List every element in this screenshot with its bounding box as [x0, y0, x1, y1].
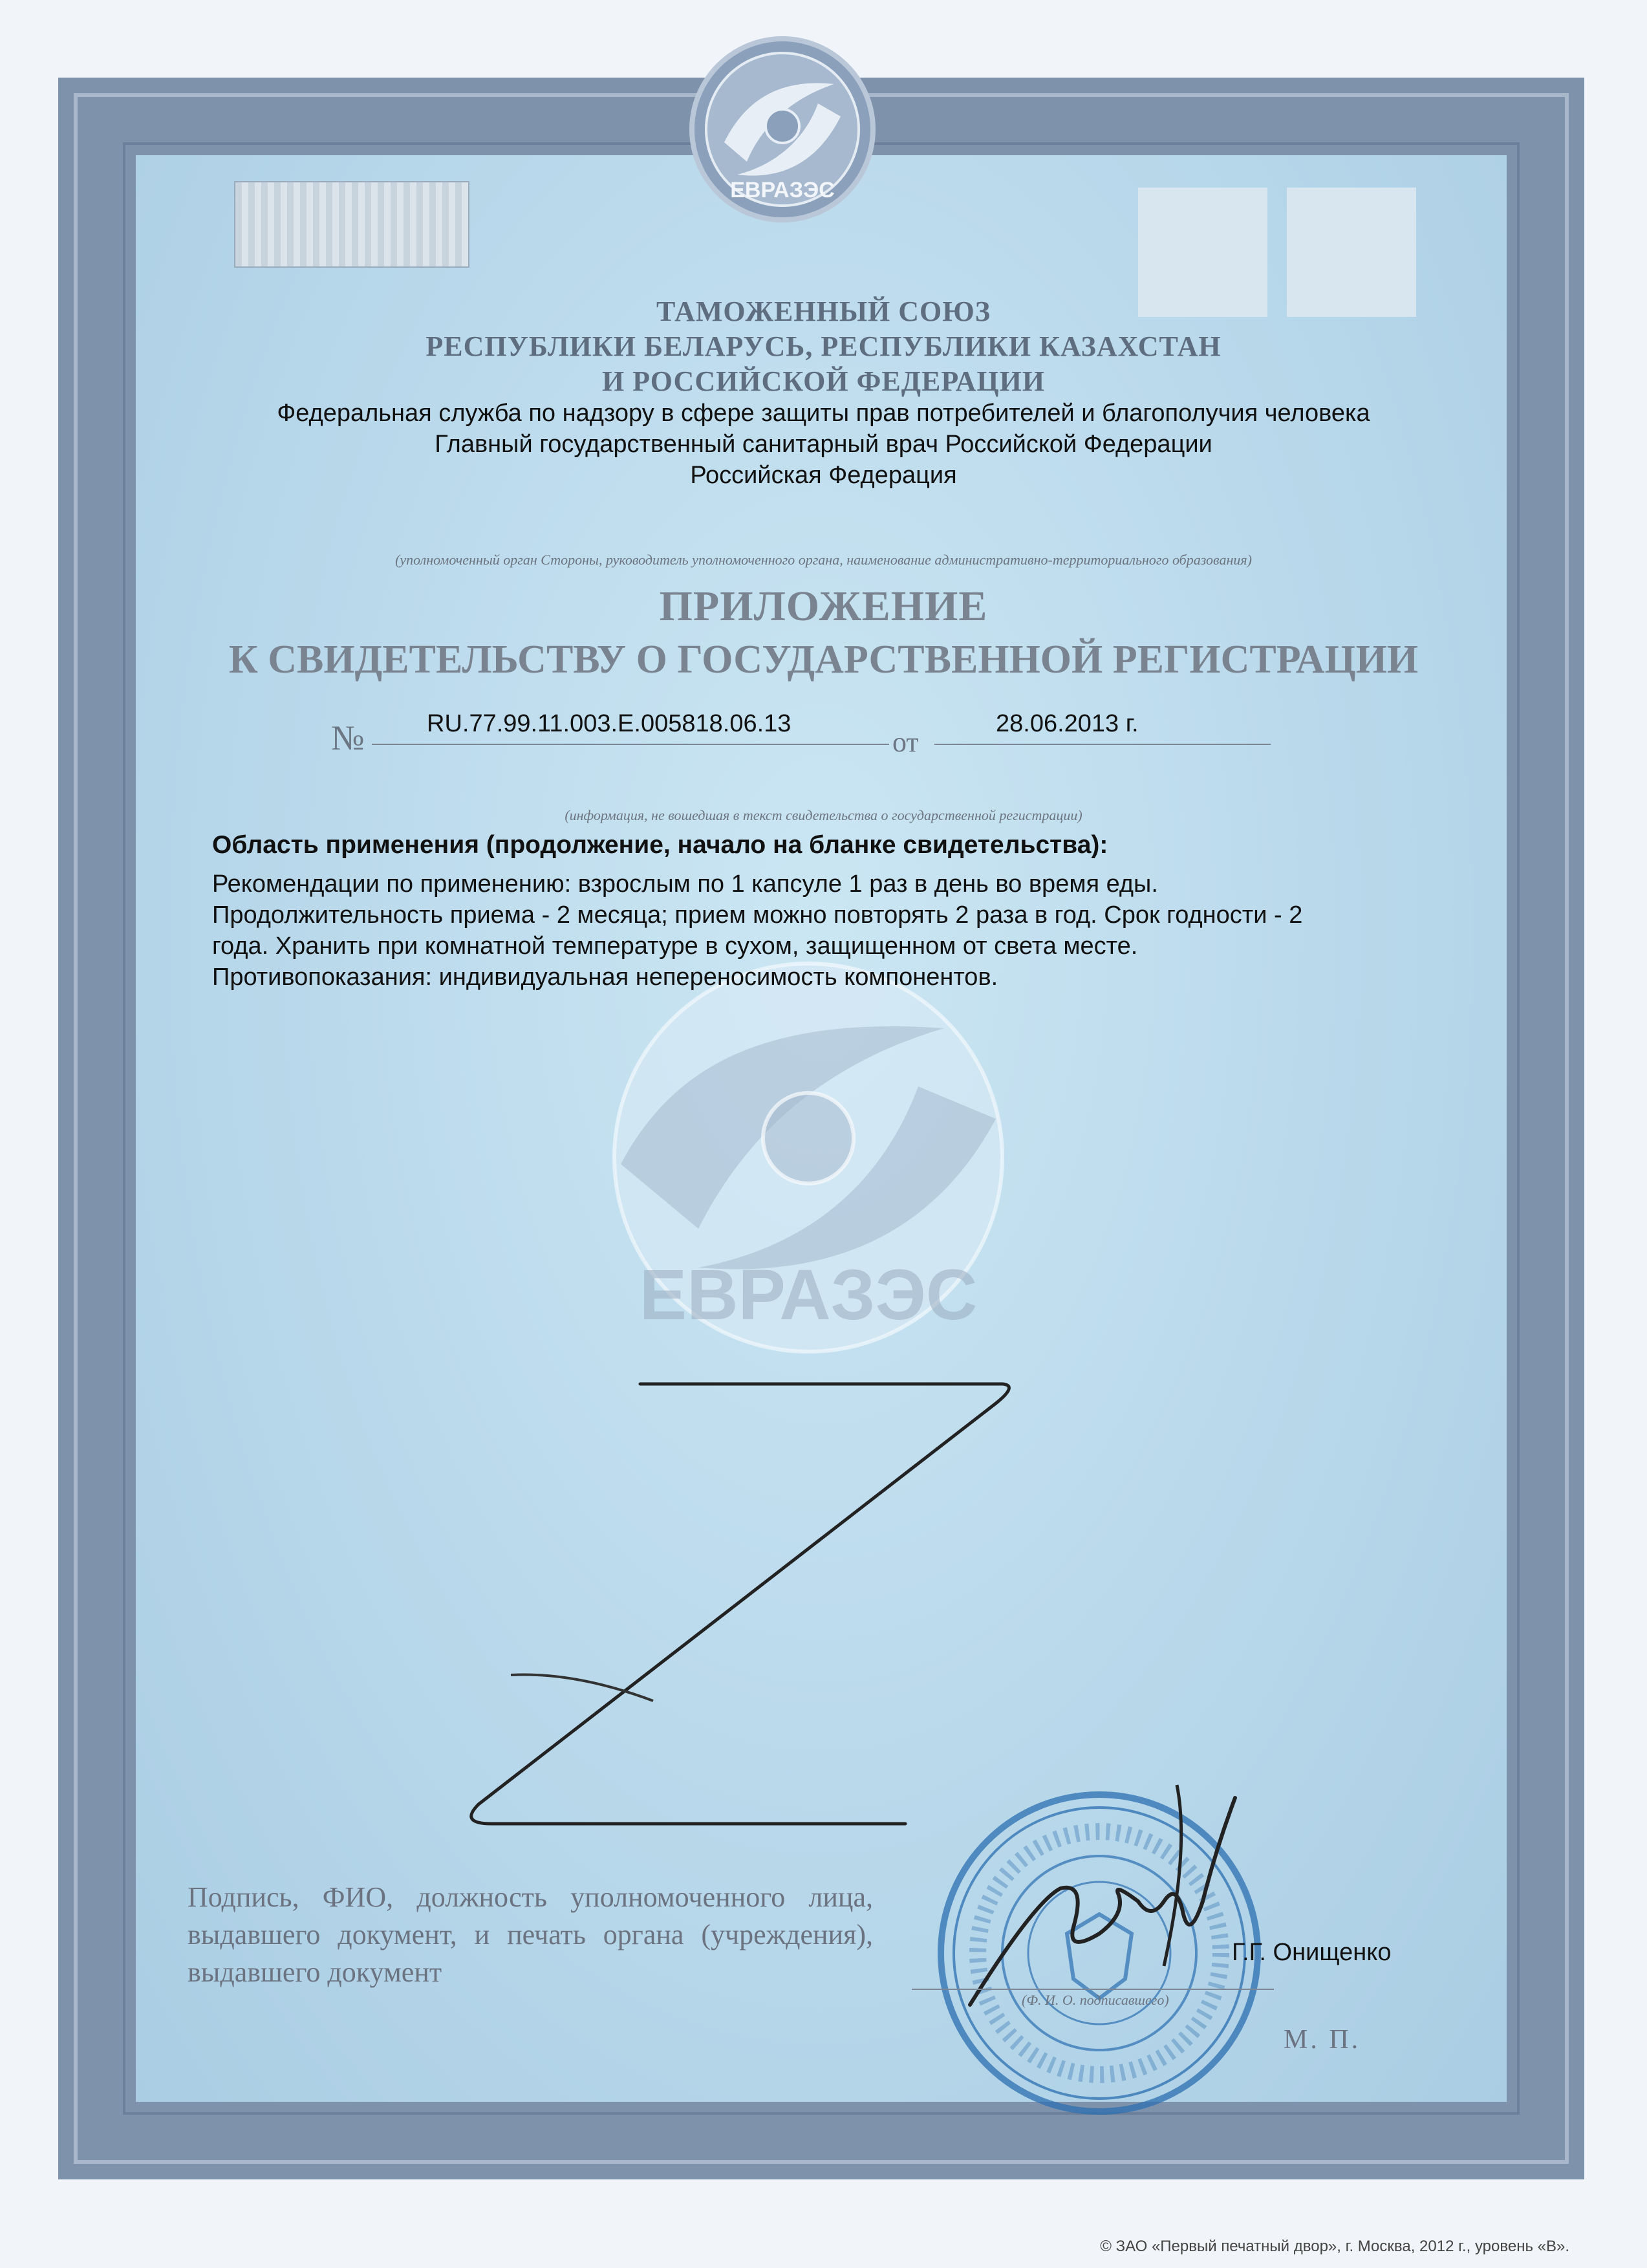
authority-line-2: Главный государственный санитарный врач Российской Федерации	[435, 431, 1212, 458]
signer-name: Г.Г. Онищенко	[1232, 1939, 1392, 1966]
authority-note: (уполномоченный орган Стороны, руководитель уполномоченного органа, наименование административно-территориального образования)	[395, 552, 1252, 568]
section-line-1: Рекомендации по применению: взрослым по 1 капсуле 1 раз в день во время еды.	[212, 870, 1158, 898]
signature-caption: Подпись, ФИО, должность уполномоченного лица, выдавшего документ, и печать органа (учреждения), выдавшего документ	[188, 1881, 873, 1988]
fio-note: (Ф. И. О. подписавшего)	[1022, 1992, 1169, 2008]
number-underline	[372, 744, 889, 745]
title-line-2: К СВИДЕТЕЛЬСТВУ О ГОСУДАРСТВЕННОЙ РЕГИСТРАЦИИ	[228, 638, 1419, 682]
emblem-label: ЕВРАЗЭС	[730, 178, 835, 202]
watermark-label: ЕВРАЗЭС	[639, 1255, 978, 1335]
section-line-3: года. Хранить при комнатной температуре в сухом, защищенном от света месте.	[212, 933, 1138, 960]
hologram-strip	[234, 181, 469, 268]
evrazes-emblem-top	[685, 32, 879, 226]
date-label: от	[892, 726, 919, 758]
header-line-3: И РОССИЙСКОЙ ФЕДЕРАЦИИ	[601, 365, 1046, 397]
evrazes-watermark	[530, 957, 1086, 1358]
cancellation-z-mark	[440, 1365, 1022, 1850]
header-line-2: РЕСПУБЛИКИ БЕЛАРУСЬ, РЕСПУБЛИКИ КАЗАХСТАН	[425, 330, 1222, 362]
section-title: Область применения (продолжение, начало на бланке свидетельства):	[212, 831, 1108, 859]
registration-number: RU.77.99.11.003.E.005818.06.13	[427, 710, 791, 737]
signature-underline	[912, 1989, 1274, 1990]
authority-line-3: Российская Федерация	[690, 462, 957, 489]
number-label: №	[331, 718, 365, 757]
section-line-2: Продолжительность приема - 2 месяца; прием можно повторять 2 раза в год. Срок годности - 2	[212, 902, 1303, 929]
title-line-1: ПРИЛОЖЕНИЕ	[659, 583, 988, 630]
header-line-1: ТАМОЖЕННЫЙ СОЮЗ	[656, 296, 991, 327]
stamp-place-label: М. П.	[1284, 2025, 1361, 2055]
date-underline	[934, 744, 1271, 745]
printer-footer: © ЗАО «Первый печатный двор», г. Москва, 2012 г., уровень «В».	[1100, 2238, 1569, 2255]
authority-line-1: Федеральная служба по надзору в сфере защиты прав потребителей и благополучия человека	[277, 400, 1370, 427]
section-line-4: Противопоказания: индивидуальная непереносимость компонентов.	[212, 964, 998, 991]
registration-date: 28.06.2013 г.	[996, 710, 1139, 737]
info-note: (информация, не вошедшая в текст свидетельства о государственной регистрации)	[565, 807, 1082, 823]
